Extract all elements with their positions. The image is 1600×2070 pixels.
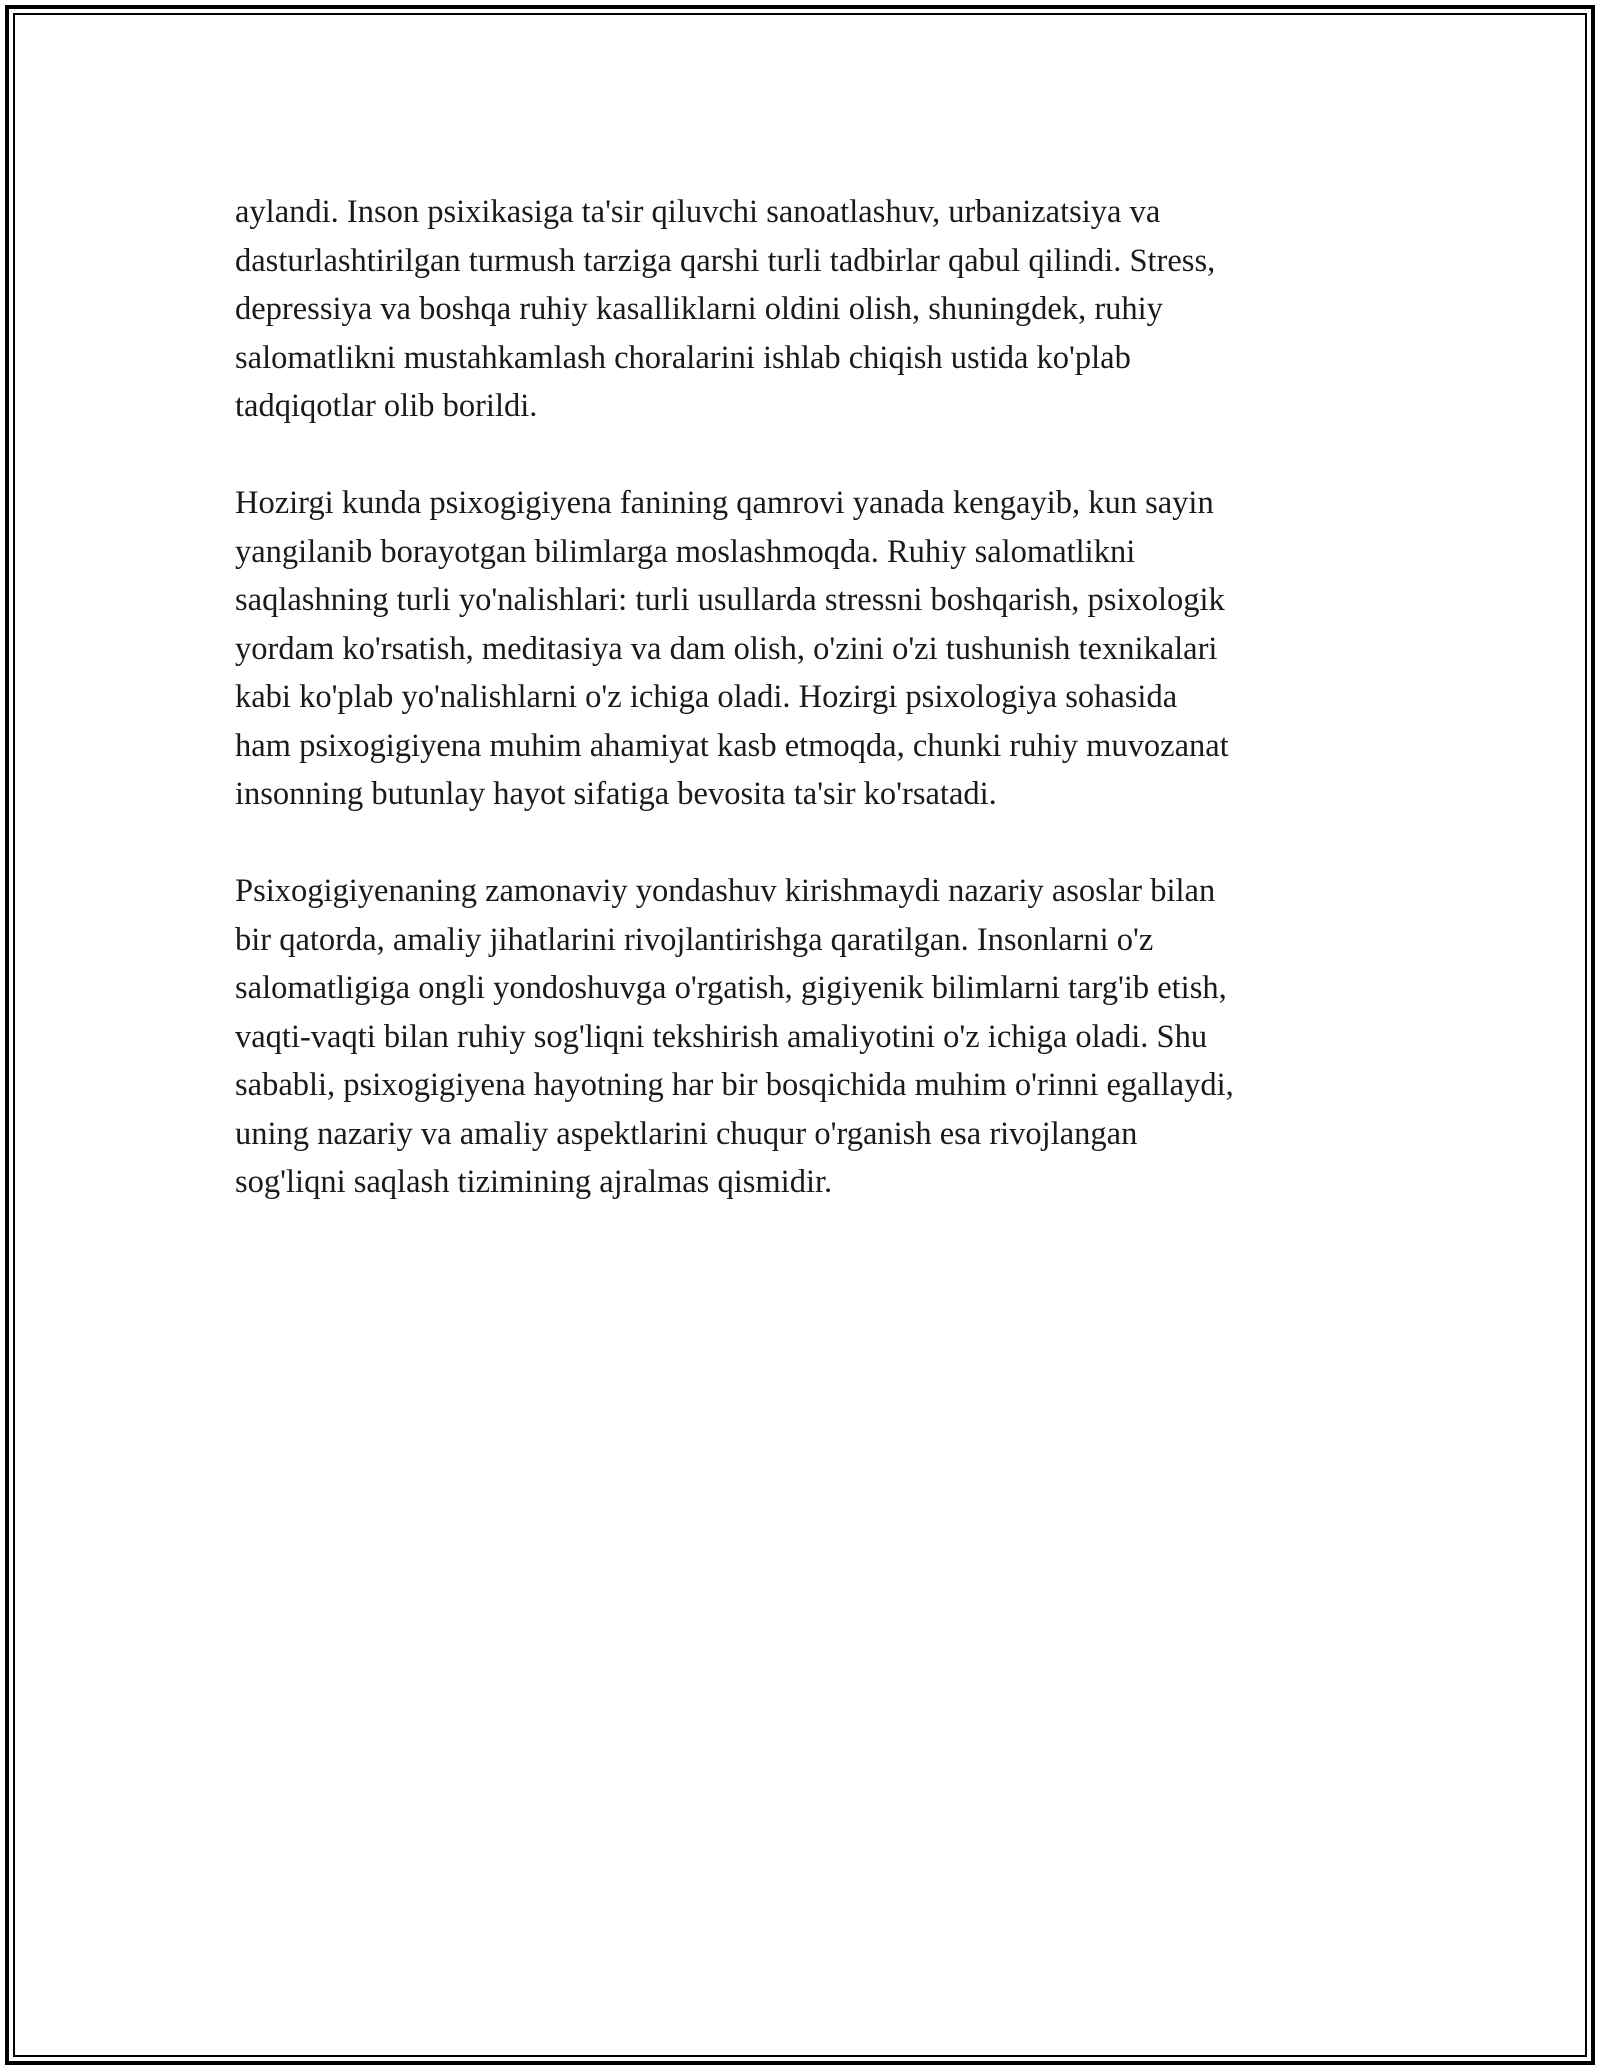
text-line: dasturlashtirilgan turmush tarziga qarshi turli tadbirlar qabul qilindi. Stress,	[235, 242, 1216, 279]
text-line: bir qatorda, amaliy jihatlarini rivojlantirishga qaratilgan. Insonlarni o'z	[235, 921, 1154, 958]
text-line: ham psixogigiyena muhim ahamiyat kasb etmoqda, chunki ruhiy muvozanat	[235, 727, 1229, 764]
text-line: Hozirgi kunda psixogigiyena fanining qamrovi yanada kengayib, kun sayin	[235, 485, 1214, 521]
text-line: yangilanib borayotgan bilimlarga moslashmoqda. Ruhiy salomatlikni	[235, 533, 1136, 570]
text-line: saqlashning turli yo'nalishlari: turli usullarda stressni boshqarish, psixologik	[235, 582, 1225, 618]
text-line: tadqiqotlar olib borildi.	[235, 388, 538, 424]
text-line: sababli, psixogigiyena hayotning har bir bosqichida muhim o'rinni egallaydi,	[235, 1067, 1234, 1103]
text-line: kabi ko'plab yo'nalishlarni o'z ichiga oladi. Hozirgi psixologiya sohasida	[235, 679, 1178, 715]
document-body	[235, 188, 1375, 1255]
text-line: sog'liqni saqlash tizimining ajralmas qismidir.	[235, 1164, 833, 1200]
text-line: yordam ko'rsatish, meditasiya va dam olish, o'zini o'zi tushunish texnikalari	[235, 630, 1218, 667]
text-line: uning nazariy va amaliy aspektlarini chuqur o'rganish esa rivojlangan	[235, 1115, 1138, 1152]
paragraph-1	[235, 188, 1375, 431]
text-line: Psixogigiyenaning zamonaviy yondashuv kirishmaydi nazariy asoslar bilan	[235, 873, 1216, 909]
text-line: vaqti-vaqti bilan ruhiy sog'liqni tekshirish amaliyotini o'z ichiga oladi. Shu	[235, 1018, 1208, 1055]
text-line: aylandi. Inson psixikasiga ta'sir qiluvchi sanoatlashuv, urbanizatsiya va	[235, 194, 1161, 230]
text-line: depressiya va boshqa ruhiy kasalliklarni oldini olish, shuningdek, ruhiy	[235, 291, 1163, 327]
text-line: insonning butunlay hayot sifatiga bevosita ta'sir ko'rsatadi.	[235, 776, 997, 812]
paragraph-3	[235, 867, 1375, 1207]
paragraph-2	[235, 479, 1375, 819]
text-line: salomatlikni mustahkamlash choralarini ishlab chiqish ustida ko'plab	[235, 339, 1131, 376]
text-line: salomatligiga ongli yondoshuvga o'rgatish, gigiyenik bilimlarni targ'ib etish,	[235, 970, 1227, 1006]
